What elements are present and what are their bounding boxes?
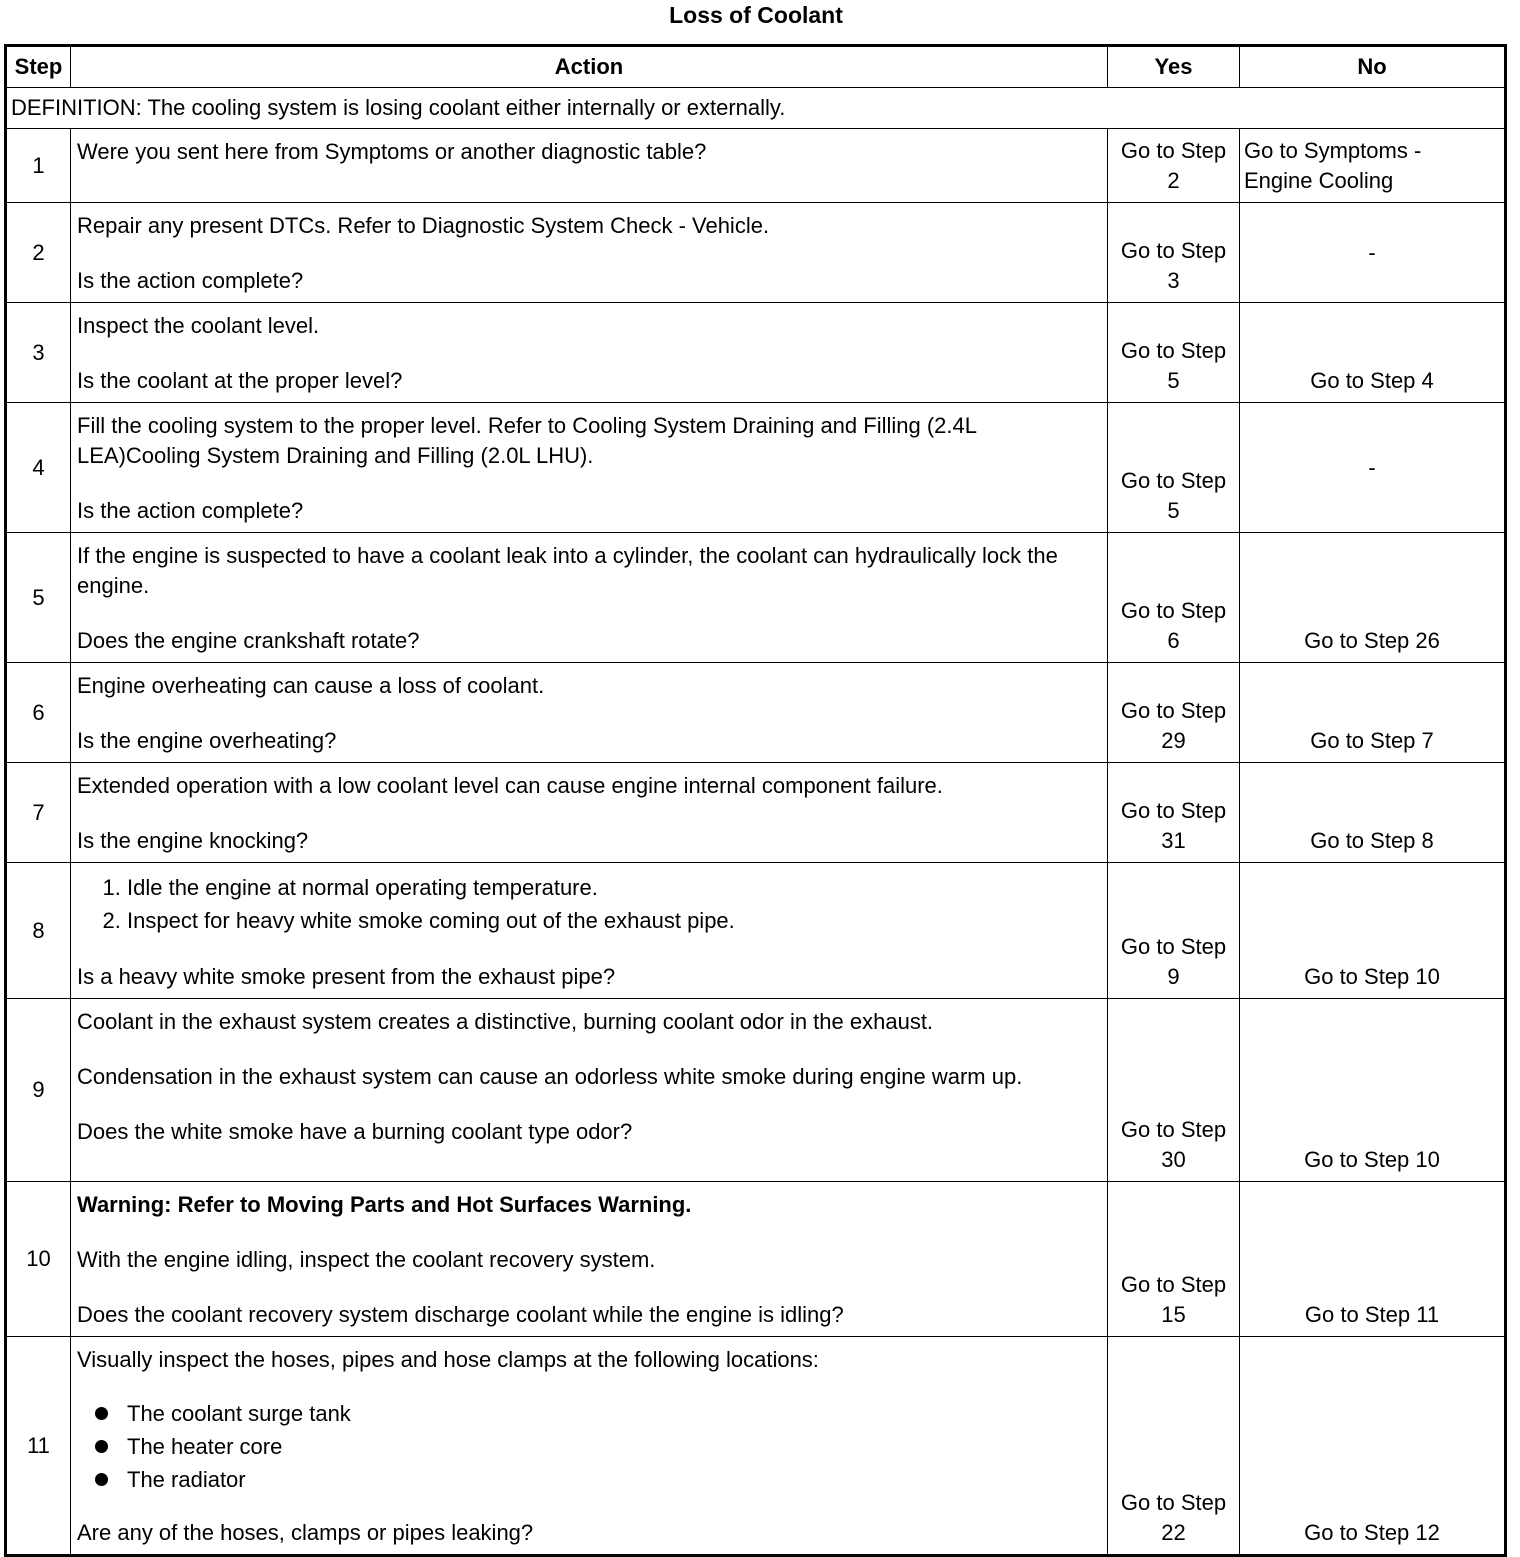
action-question: Is the engine overheating? [77,728,337,753]
location-list [77,1397,1101,1496]
header-action: Action [71,46,1108,88]
definition-text: DEFINITION: The cooling system is losing coolant either internally or externally. [6,88,1506,129]
no-cell: Go to Step 4 [1240,303,1506,403]
yes-cell [1108,863,1240,999]
yes-link-step: 3 [1167,268,1180,293]
step-number: 4 [6,403,71,533]
step-number: 6 [6,663,71,763]
action-text: Engine overheating can cause a loss of coolant. [77,673,545,698]
yes-link-step: 9 [1167,964,1180,989]
procedure-list [77,871,1101,937]
warning-label: Warning: Refer to Moving Parts and Hot Surfaces Warning. [77,1192,692,1217]
yes-link-text: Go to Step [1120,238,1227,263]
action-cell [71,403,1108,533]
table-row [6,129,1506,203]
yes-cell [1108,303,1240,403]
action-text: Coolant in the exhaust system creates a distinctive, burning coolant odor in the exhaust. [77,1009,934,1034]
no-cell: Go to Step 11 [1240,1182,1506,1337]
bullet-icon [95,1473,108,1486]
action-cell [71,1337,1108,1556]
no-cell: Go to Step 10 [1240,999,1506,1182]
action-question: Does the coolant recovery system discharge coolant while the engine is idling? [77,1302,844,1327]
action-cell [71,129,1108,203]
step-number: 1 [6,129,71,203]
yes-cell [1108,1337,1240,1556]
yes-link-step: 30 [1161,1147,1186,1172]
yes-link-text: Go to Step [1120,1490,1227,1515]
action-text: Visually inspect the hoses, pipes and hose clamps at the following locations: [77,1347,819,1372]
yes-link-step: 2 [1167,168,1180,193]
no-cell: Go to Step 8 [1240,763,1506,863]
no-cell: - [1240,203,1506,303]
yes-cell [1108,999,1240,1182]
bullet-icon [95,1440,108,1453]
yes-link-step: 15 [1161,1302,1186,1327]
no-cell: - [1240,403,1506,533]
no-link-text-2: Engine Cooling [1244,168,1394,193]
yes-cell [1108,1182,1240,1337]
step-number: 2 [6,203,71,303]
action-text: Were you sent here from Symptoms or another diagnostic table? [77,139,707,164]
yes-cell [1108,533,1240,663]
table-row [6,663,1506,763]
header-step: Step [6,46,71,88]
action-text: Inspect the coolant level. [77,313,320,338]
action-question: Does the engine crankshaft rotate? [77,628,420,653]
yes-link-step: 6 [1167,628,1180,653]
no-cell: Go to Step 7 [1240,663,1506,763]
action-cell [71,303,1108,403]
warning-text [77,1190,1101,1220]
step-number: 3 [6,303,71,403]
yes-link-text: Go to Step [1120,338,1227,363]
yes-link-text: Go to Step [1120,934,1227,959]
diagnostic-table [4,44,1507,1557]
action-text: With the engine idling, inspect the coolant recovery system. [77,1247,656,1272]
yes-cell [1108,663,1240,763]
yes-cell [1108,763,1240,863]
no-cell: Go to Step 10 [1240,863,1506,999]
action-text: Fill the cooling system to the proper level. Refer to Cooling System Draining and Filling (2.4L LEA)Cooling System Draining and Filling (2.0L LHU). [77,413,977,468]
table-row [6,303,1506,403]
table-row [6,763,1506,863]
yes-link-text: Go to Step [1120,1117,1227,1142]
action-cell [71,863,1108,999]
no-cell: Go to Step 26 [1240,533,1506,663]
yes-link-step: 5 [1167,368,1180,393]
action-text: If the engine is suspected to have a coolant leak into a cylinder, the coolant can hydraulically lock the engine. [77,543,1058,598]
action-cell [71,999,1108,1182]
action-cell [71,1182,1108,1337]
yes-link-step: 5 [1167,498,1180,523]
action-question: Is the engine knocking? [77,828,309,853]
action-question: Is a heavy white smoke present from the exhaust pipe? [77,964,616,989]
table-row [6,863,1506,999]
list-item: The coolant surge tank [77,1397,1101,1430]
table-row [6,1182,1506,1337]
yes-link-text: Go to Step [1120,468,1227,493]
action-question: Is the action complete? [77,498,304,523]
step-number: 5 [6,533,71,663]
bullet-icon [95,1407,108,1420]
yes-link-step: 31 [1161,828,1186,853]
action-question: Does the white smoke have a burning coolant type odor? [77,1119,633,1144]
header-yes: Yes [1108,46,1240,88]
action-cell [71,763,1108,863]
step-number: 8 [6,863,71,999]
action-question: Is the action complete? [77,268,304,293]
yes-link-text: Go to Step [1120,698,1227,723]
no-cell [1240,129,1506,203]
step-number: 10 [6,1182,71,1337]
action-text-2: Condensation in the exhaust system can cause an odorless white smoke during engine warm up. [77,1064,1023,1089]
header-no: No [1240,46,1506,88]
table-row [6,203,1506,303]
table-row [6,999,1506,1182]
table-row [6,1337,1506,1556]
yes-link-text: Go to Step [1120,138,1227,163]
list-item: The radiator [77,1463,1101,1496]
table-row [6,533,1506,663]
yes-link-text: Go to Step [1120,598,1227,623]
step-number: 11 [6,1337,71,1556]
yes-link-text: Go to Step [1120,798,1227,823]
action-cell [71,533,1108,663]
yes-link-text: Go to Step [1120,1272,1227,1297]
page-title: Loss of Coolant [669,2,843,28]
list-item: The heater core [77,1430,1101,1463]
action-question: Is the coolant at the proper level? [77,368,403,393]
yes-cell [1108,403,1240,533]
definition-row [6,88,1506,129]
header-row [6,46,1506,88]
list-item: 2. Inspect for heavy white smoke coming out of the exhaust pipe. [127,904,1101,937]
yes-cell [1108,129,1240,203]
action-cell [71,203,1108,303]
action-question: Are any of the hoses, clamps or pipes leaking? [77,1520,534,1545]
yes-link-step: 22 [1161,1520,1186,1545]
action-cell [71,663,1108,763]
yes-cell [1108,203,1240,303]
step-number: 9 [6,999,71,1182]
yes-link-step: 29 [1161,728,1186,753]
no-cell: Go to Step 12 [1240,1337,1506,1556]
step-number: 7 [6,763,71,863]
no-link-text: Go to Symptoms - [1244,138,1422,163]
list-item: 1. Idle the engine at normal operating temperature. [127,871,1101,904]
action-text: Repair any present DTCs. Refer to Diagnostic System Check - Vehicle. [77,213,770,238]
table-row [6,403,1506,533]
action-text: Extended operation with a low coolant level can cause engine internal component failure. [77,773,943,798]
